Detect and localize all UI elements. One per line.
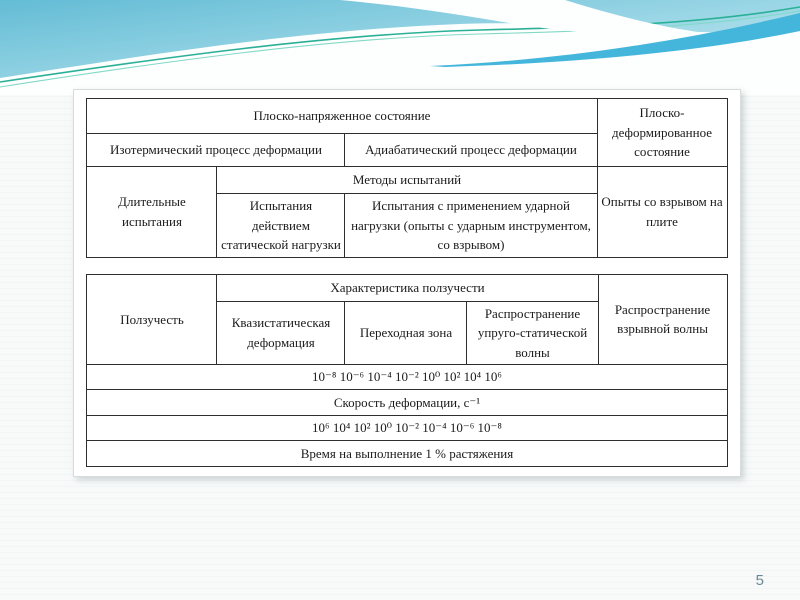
t1-cell-isothermal: Изотермический процесс деформации xyxy=(87,134,345,167)
table-row xyxy=(87,365,727,390)
tables-image-frame xyxy=(73,89,741,477)
t1-cell-adiabatic: Адиабатический процесс деформации xyxy=(345,134,597,167)
t1-cell-long-term: Длительные испытания xyxy=(87,167,217,258)
t2-cell-strain-rate-label: Скорость деформации, с⁻¹ xyxy=(87,390,727,416)
table-row xyxy=(87,99,727,134)
page-number: 5 xyxy=(755,572,764,589)
t2-cell-elongation-time-label: Время на выполнение 1 % растяжения xyxy=(87,441,727,467)
t2-cell-quasi-static: Квазистатическая деформация xyxy=(217,301,345,365)
table-row xyxy=(87,441,727,467)
t2-cell-time-scale-descending: 10⁶ 10⁴ 10² 10⁰ 10⁻² 10⁻⁴ 10⁻⁶ 10⁻⁸ xyxy=(87,416,727,441)
t2-cell-creep: Ползучесть xyxy=(87,274,217,365)
t2-cell-elastic-static-wave: Распространение упруго-статической волны xyxy=(467,301,598,365)
table-row xyxy=(87,416,727,441)
table-row xyxy=(87,390,727,416)
t1-cell-impact-load: Испытания с применением ударной нагрузки (опыты с ударным инструментом, со взрывом) xyxy=(345,194,597,258)
t1-cell-plane-strain: Плоско-деформированное состояние xyxy=(597,99,727,167)
table-row xyxy=(87,167,727,194)
t2-cell-blast-wave: Распространение взрывной волны xyxy=(598,274,727,365)
t1-cell-plane-stress: Плоско-напряженное состояние xyxy=(87,99,597,134)
t1-cell-static-load: Испытания действием статической нагрузки xyxy=(217,194,345,258)
table-row xyxy=(87,274,727,301)
t2-cell-rate-scale-ascending: 10⁻⁸ 10⁻⁶ 10⁻⁴ 10⁻² 10⁰ 10² 10⁴ 10⁶ xyxy=(87,365,727,390)
t1-cell-methods: Методы испытаний xyxy=(217,167,597,194)
strain-rate-scale-table xyxy=(86,274,727,468)
t2-cell-transition-zone: Переходная зона xyxy=(345,301,467,365)
t1-cell-explosion-plate: Опыты со взрывом на плите xyxy=(597,167,727,258)
header-wave-decoration xyxy=(0,0,800,95)
t2-cell-creep-characteristic: Характеристика ползучести xyxy=(217,274,598,301)
test-methods-table xyxy=(86,98,727,258)
